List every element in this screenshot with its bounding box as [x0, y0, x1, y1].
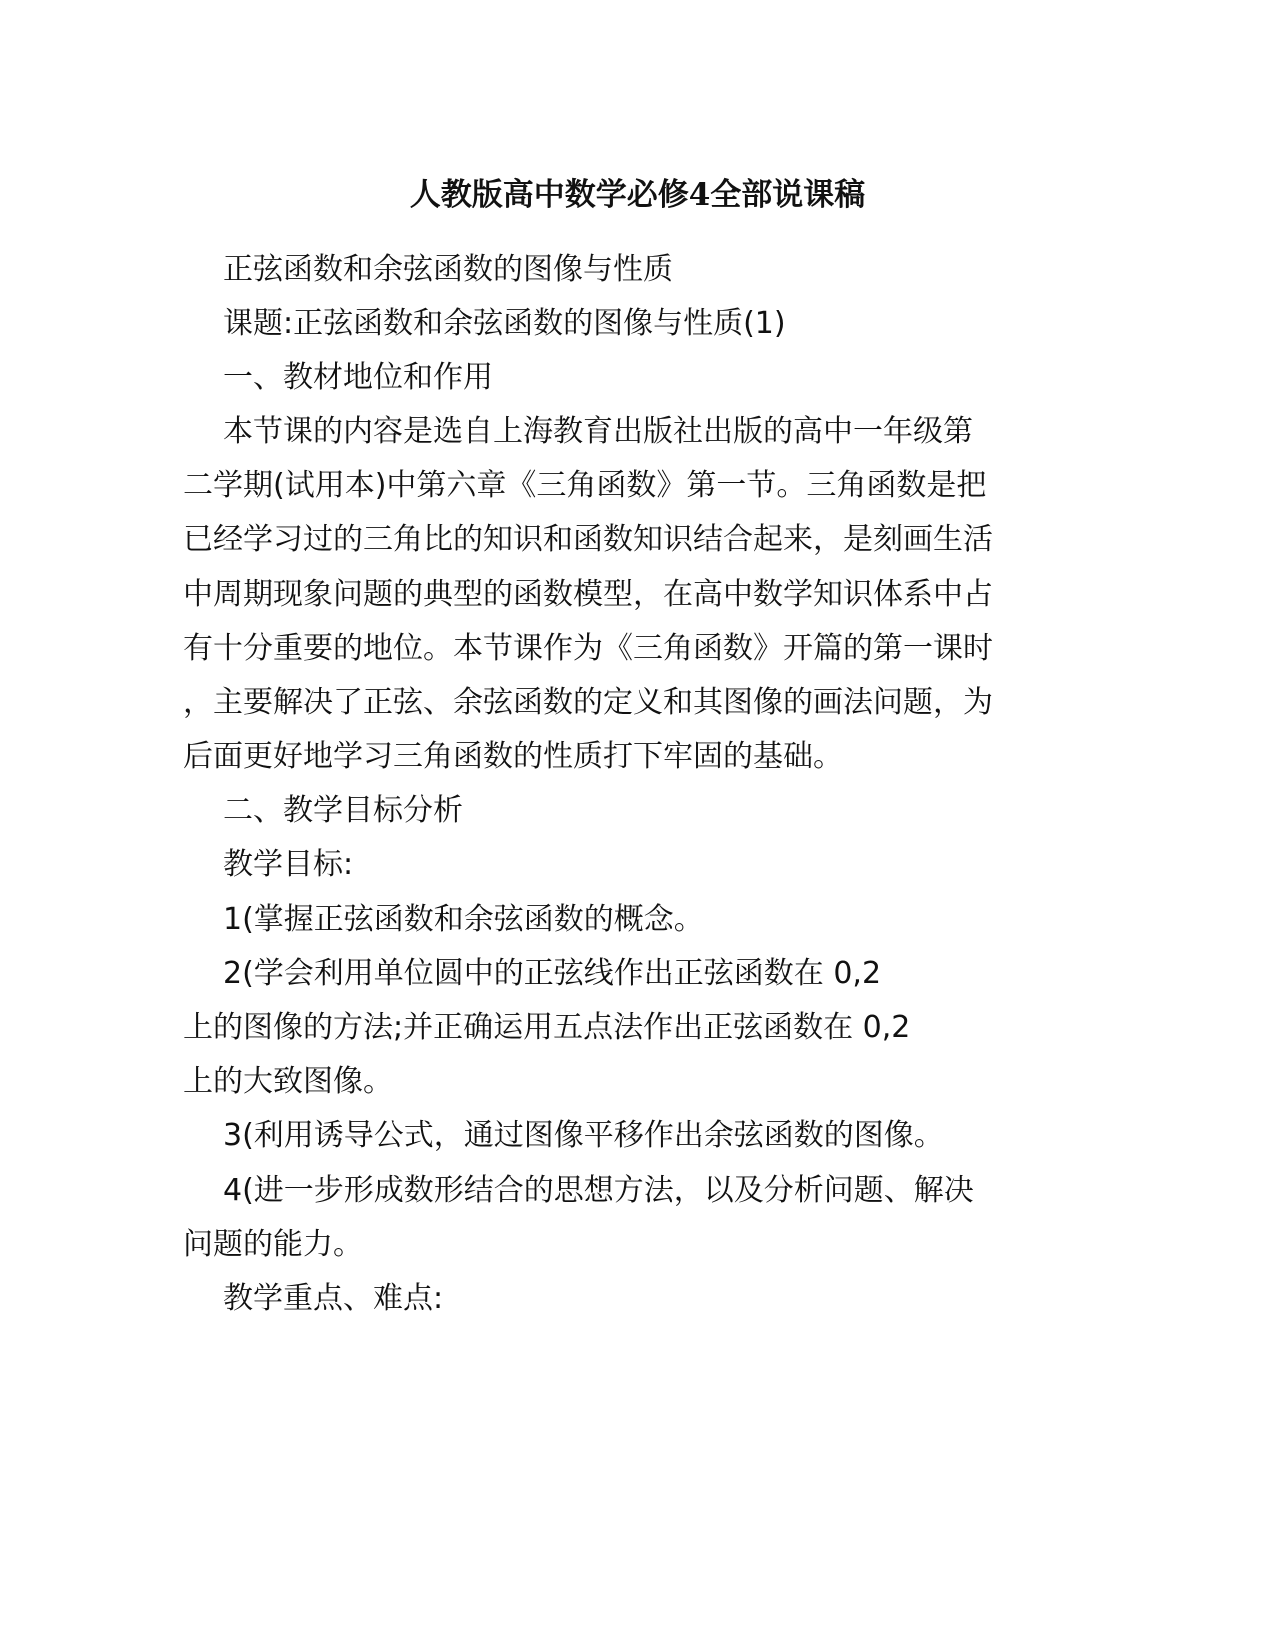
document-title: 人教版高中数学必修4全部说课稿	[409, 177, 866, 213]
paragraph-line: 本节课的内容是选自上海教育出版社出版的高中一年级第	[223, 414, 973, 449]
objective-item: 3(利用诱导公式，通过图像平移作出余弦函数的图像。	[223, 1118, 944, 1153]
objective-item-continued: 上的大致图像。	[183, 1064, 393, 1099]
section-heading: 正弦函数和余弦函数的图像与性质	[223, 252, 673, 287]
section-heading-2: 二、教学目标分析	[223, 793, 463, 828]
objective-item: 4(进一步形成数形结合的思想方法，以及分析问题、解决	[223, 1173, 974, 1208]
subheading-key-points: 教学重点、难点:	[223, 1281, 444, 1316]
paragraph-line: 有十分重要的地位。本节课作为《三角函数》开篇的第一课时	[183, 631, 993, 666]
objective-item: 2(学会利用单位圆中的正弦线作出正弦函数在 0,2	[223, 956, 882, 991]
paragraph-line: 二学期(试用本)中第六章《三角函数》第一节。三角函数是把	[183, 468, 987, 503]
section-heading-1: 一、教材地位和作用	[223, 360, 493, 395]
lesson-topic: 课题:正弦函数和余弦函数的图像与性质(1)	[223, 306, 786, 341]
subheading-objectives: 教学目标:	[223, 847, 354, 882]
objective-item: 1(掌握正弦函数和余弦函数的概念。	[223, 902, 704, 937]
paragraph-line: 后面更好地学习三角函数的性质打下牢固的基础。	[183, 739, 843, 774]
paragraph-line: ，主要解决了正弦、余弦函数的定义和其图像的画法问题，为	[183, 685, 993, 720]
objective-item-continued: 问题的能力。	[183, 1227, 363, 1262]
paragraph-line: 已经学习过的三角比的知识和函数知识结合起来，是刻画生活	[183, 522, 993, 557]
paragraph-line: 中周期现象问题的典型的函数模型，在高中数学知识体系中占	[183, 577, 993, 612]
objective-item-continued: 上的图像的方法;并正确运用五点法作出正弦函数在 0,2	[183, 1010, 911, 1045]
